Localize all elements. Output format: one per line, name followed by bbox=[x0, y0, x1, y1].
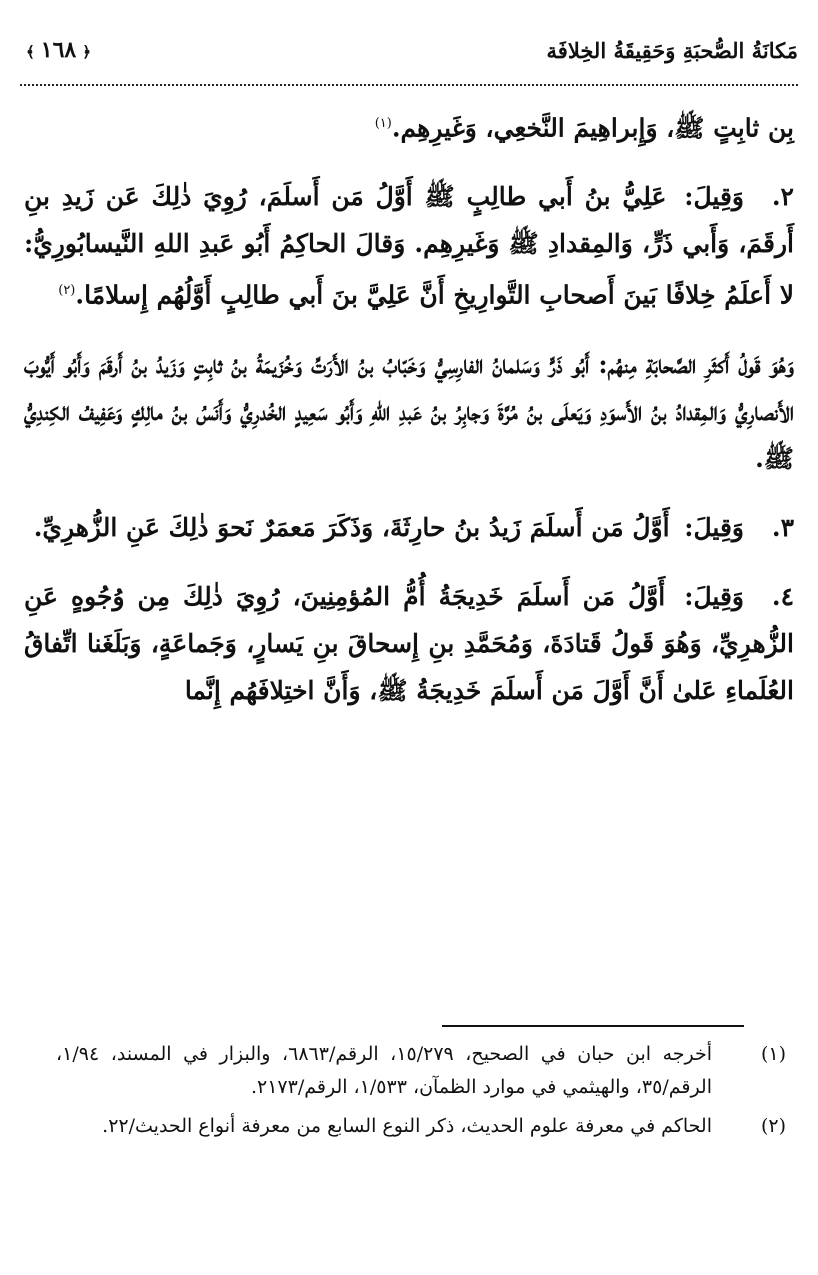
footnotes bbox=[56, 1038, 786, 1149]
item-number: ٤. bbox=[771, 581, 794, 611]
item-number: ٢. bbox=[771, 182, 794, 212]
list-item-3 bbox=[24, 504, 794, 551]
item-text: أَوَّلُ مَن أَسلَمَ خَدِيجَةُ أُمُّ المُؤمِنِينَ، رُوِيَ ذٰلِكَ مِن وُجُوهٍ عَنِ الزُّهرِيِّ، وَهُوَ قَولُ قَتادَةَ، وَمُحَمَّدِ بنِ إِسحاقَ بنِ يَسارٍ، وَجَماعَةٍ، وَبَلَغَنا اتِّفاقُ العُلَماءِ عَلىٰ أَنَّ أَوَّلَ مَن أَسلَمَ خَدِيجَةُ ﷺ، وَأَنَّ اختِلافَهُم إِنَّما bbox=[24, 581, 794, 705]
right-ornament-icon: ﴿ bbox=[82, 43, 92, 61]
footnote-text: الحاكم في معرفة علوم الحديث، ذكر النوع السابع من معرفة أنواع الحديث/٢٢. bbox=[102, 1115, 712, 1137]
list-item-2 bbox=[24, 173, 794, 318]
main-text bbox=[24, 100, 794, 714]
footnote-number: (٢) bbox=[760, 1115, 786, 1137]
companions-paragraph: وَهُوَ قَولُ أَكثَرِ الصَّحابَةِ مِنهُم: أَبُو ذَرٍّ وَسَلمانُ الفارِسِيُّ وَخَبّابُ بنُ الأَرَتِّ وَخُزَيمَةُ بنُ ثابِتٍ وَزَيدُ بنُ أَرقَمَ وَأَبُو أَيُّوبَ الأَنصارِيُّ وَالمِقدادُ بنُ الأَسوَدِ وَيَعلَى بنُ مُرَّةَ وَجابِرُ بنُ عَبدِ اللهِ وَأَبُو سَعِيدٍ الخُدرِيُّ وَأَنَسُ بنُ مالِكٍ وَعَفِيفُ الكِندِيُّ ﷺ. bbox=[24, 349, 794, 473]
item-lead: وَقِيلَ: bbox=[684, 182, 744, 212]
running-title: مَكانَةُ الصُّحبَةِ وَحَقِيقَةُ الخِلافَة bbox=[546, 37, 798, 63]
footnote-text: أخرجه ابن حبان في الصحيح، ١٥/٢٧٩، الرقم/٦٨٦٣، والبزار في المسند، ١/٩٤، الرقم/٣٥، والهيثمي في موارد الظمآن، ١/٥٣٣، الرقم/٢١٧٣. bbox=[56, 1043, 713, 1098]
footnote-2 bbox=[56, 1110, 786, 1143]
continuation-line bbox=[24, 100, 794, 151]
left-ornament-icon: ﴾ bbox=[26, 43, 35, 61]
footnote-separator bbox=[442, 1025, 744, 1027]
footnote-ref-1: (١) bbox=[374, 116, 392, 131]
continuation-text: بِن ثابِتٍ ﷺ، وَإِبراهِيمَ النَّخعِي، وَغَيرِهِم. bbox=[391, 113, 794, 143]
page-number-value: ١٦٨ bbox=[40, 37, 77, 63]
item-number: ٣. bbox=[771, 512, 794, 542]
item-lead: وَقِيلَ: bbox=[684, 581, 744, 611]
header-dotted-rule bbox=[20, 84, 798, 86]
page-number bbox=[20, 37, 97, 63]
item-text: عَلِيُّ بنُ أَبي طالِبٍ ﷺ أَوَّلُ مَن أَسلَمَ، رُوِيَ ذٰلِكَ عَن زَيدِ بنِ أَرقَمَ، وَأَبي ذَرٍّ، وَالمِقدادِ ﷺ وَغَيرِهِم. وَقالَ الحاكِمُ أَبُو عَبدِ اللهِ النَّيسابُورِيُّ: لا أَعلَمُ خِلافًا بَينَ أَصحابِ التَّوارِيخِ أَنَّ عَلِيَّ بنَ أَبي طالِبٍ أَوَّلُهُم إِسلامًا. bbox=[24, 182, 794, 310]
item-text: أَوَّلُ مَن أَسلَمَ زَيدُ بنُ حارِثَةَ، وَذَكَرَ مَعمَرٌ نَحوَ ذٰلِكَ عَنِ الزُّهرِيِّ. bbox=[33, 512, 670, 542]
footnote-number: (١) bbox=[760, 1043, 786, 1065]
footnote-ref-2: (٢) bbox=[58, 283, 76, 299]
page-header bbox=[20, 28, 798, 72]
item-lead: وَقِيلَ: bbox=[684, 512, 744, 542]
footnote-1 bbox=[56, 1038, 786, 1104]
list-item-4 bbox=[24, 573, 794, 714]
